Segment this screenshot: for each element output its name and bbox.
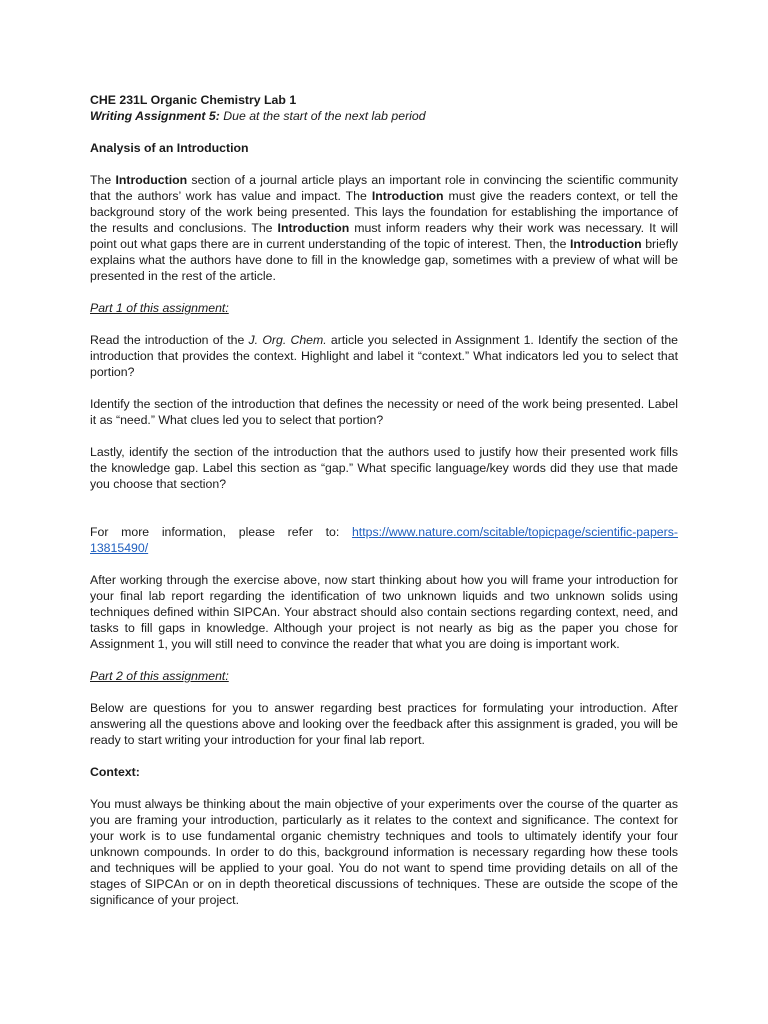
journal-name: J. Org. Chem.	[248, 333, 327, 347]
part1-text-b: article you selected in Assignment 1. Identify the section of the introduction that provides the context. Highlight and label it “context.” What indicators led you to select that portion?	[90, 333, 678, 379]
more-info-text: For more information, please refer to:	[90, 525, 352, 539]
after-exercise-paragraph: After working through the exercise above, now start thinking about how you will frame your introduction for your final lab report regarding the identification of two unknown liquids and two unknown solids using techniques defined within SIPCAn. Your abstract should also contain sections regarding context, need, and tasks to fill gaps in knowledge. Although your project is not nearly as big as the paper you chose for Assignment 1, you will still need to convince the reader that what you are doing is important work.	[90, 573, 678, 651]
part1-paragraph-2: Identify the section of the introduction that defines the necessity or need of the work being presented. Label it as “need.” What clues led you to select that portion?	[90, 397, 678, 427]
introduction-keyword: Introduction	[569, 237, 642, 251]
part2-heading: Part 2 of this assignment:	[90, 669, 229, 683]
assignment-due: Due at the start of the next lab period	[219, 109, 426, 123]
intro-text-4: must inform readers why their work was necessary. It will point out what gaps there are in current understanding of the topic of interest. Then, the	[90, 221, 678, 251]
assignment-line	[90, 108, 678, 124]
context-paragraph: You must always be thinking about the main objective of your experiments over the course of the quarter as you are framing your introduction, particularly as it relates to the context and significance. The context for your work is to use fundamental organic chemistry techniques and tools to ultimately identify your four unknown compounds. In order to do this, background information is necessary regarding how these tools and techniques will be applied to your goal. You do not want to spend time providing details on all of the stages of SIPCAn or on in depth theoretical discussions of techniques. These are outside the scope of the significance of your project.	[90, 797, 678, 907]
introduction-keyword: Introduction	[115, 173, 188, 187]
introduction-keyword: Introduction	[371, 189, 444, 203]
intro-paragraph	[90, 172, 678, 284]
intro-text-3: must give the readers context, or tell the background story of the work being presented. This lays the foundation for establishing the importance of the results and conclusions. The	[90, 189, 679, 235]
part1-paragraph-3: Lastly, identify the section of the introduction that the authors used to justify how their presented work fills the knowledge gap. Label this section as “gap.” What specific language/key words did they use that made you choose that section?	[90, 445, 678, 491]
part1-paragraph-1	[90, 332, 678, 380]
nature-scitable-link[interactable]: https://www.nature.com/scitable/topicpage/scientific-papers-13815490/	[90, 525, 678, 555]
context-heading: Context:	[90, 765, 140, 779]
intro-text-2: section of a journal article plays an important role in convincing the scientific community that the authors’ work has value and impact. The	[90, 173, 679, 203]
assignment-label: Writing Assignment 5:	[90, 109, 220, 123]
section-title: Analysis of an Introduction	[90, 141, 249, 155]
part2-paragraph: Below are questions for you to answer regarding best practices for formulating your introduction. After answering all the questions above and looking over the feedback after this assignment is graded, you will be ready to start writing your introduction for your final lab report.	[90, 701, 678, 747]
part1-text-a: Read the introduction of the	[90, 333, 249, 347]
part1-heading: Part 1 of this assignment:	[90, 301, 229, 315]
course-title: CHE 231L Organic Chemistry Lab 1	[90, 93, 297, 107]
introduction-keyword: Introduction	[277, 221, 350, 235]
more-info-paragraph	[90, 524, 678, 556]
intro-text-1: The	[90, 173, 116, 187]
intro-text-5: briefly explains what the authors have done to fill in the knowledge gap, sometimes with a preview of what will be presented in the rest of the article.	[90, 237, 678, 283]
